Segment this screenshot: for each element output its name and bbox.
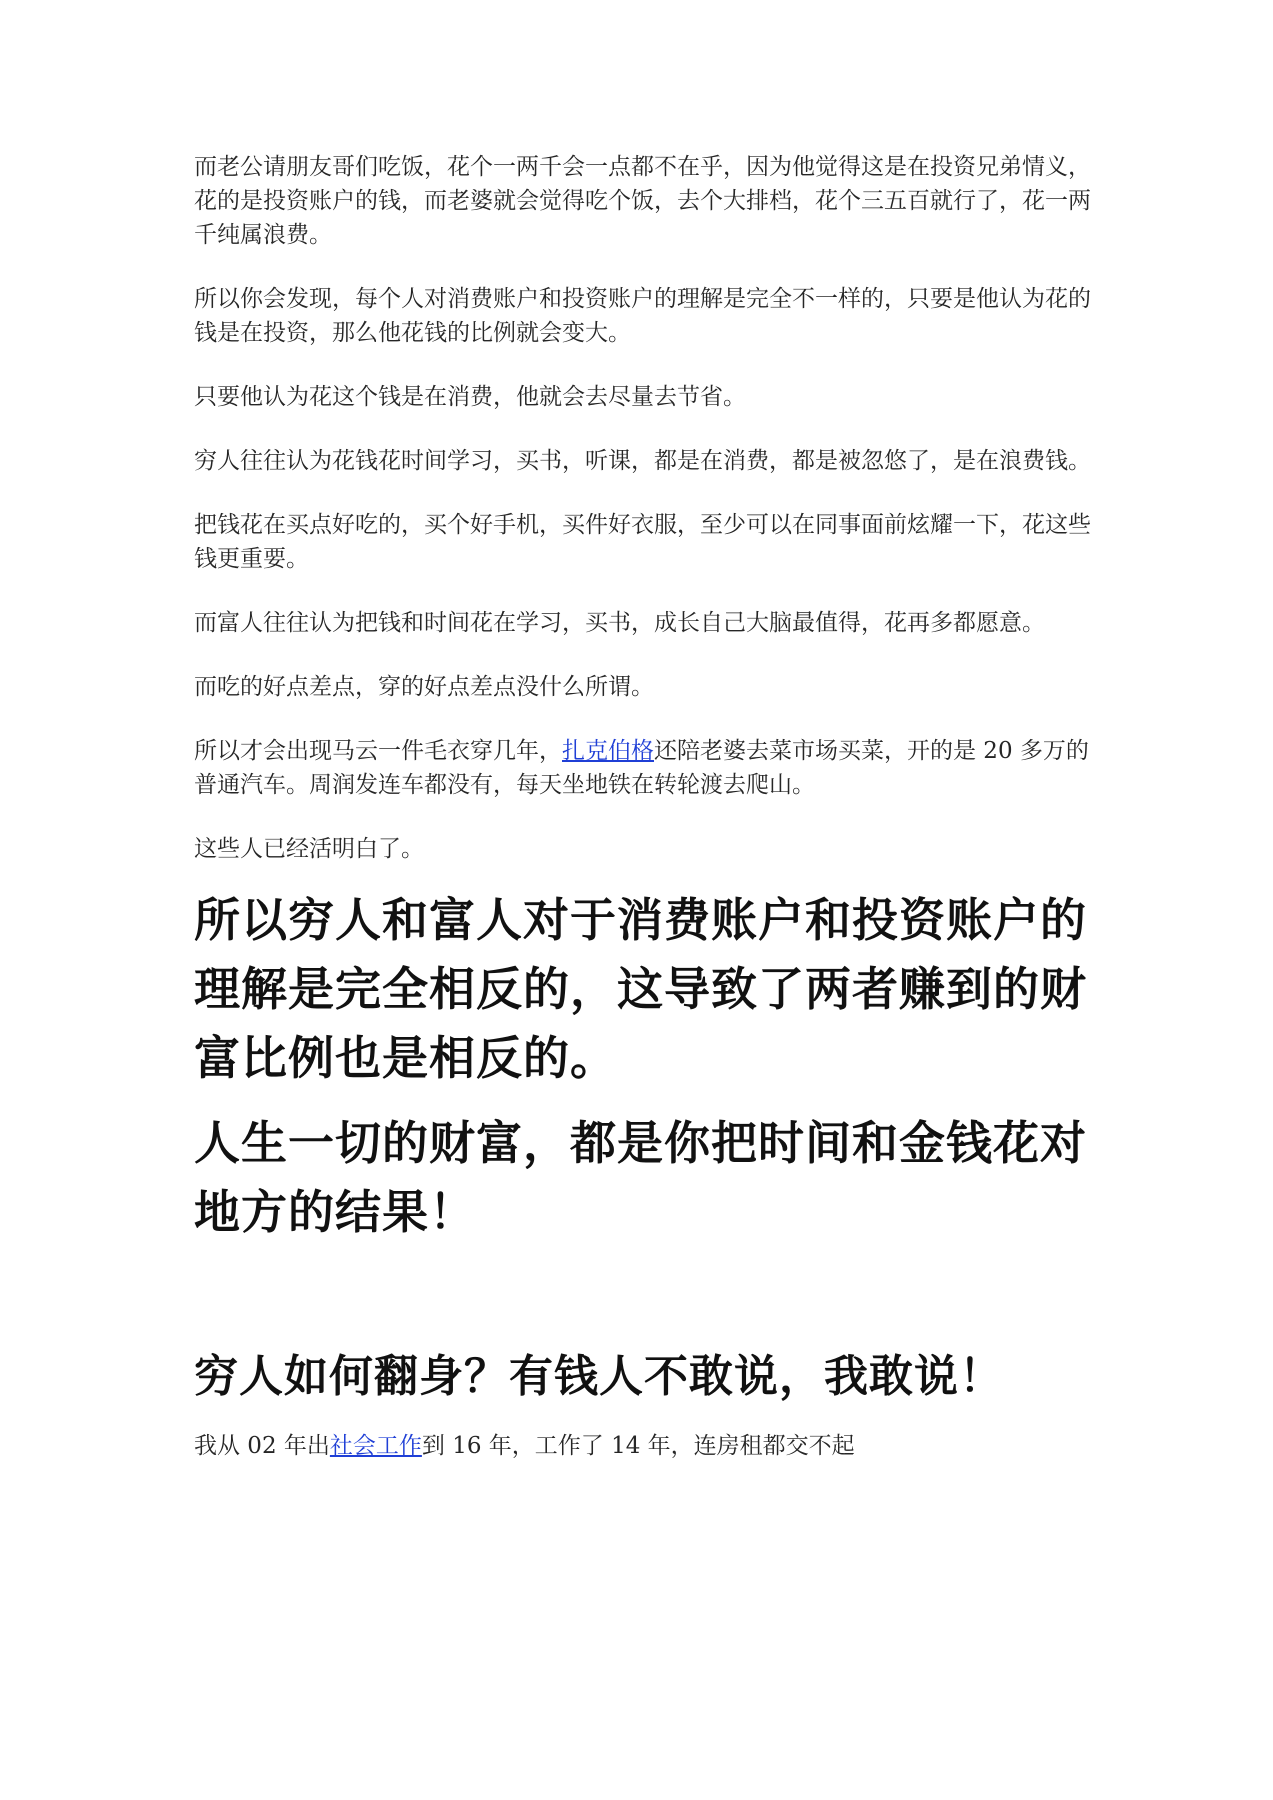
paragraph-intro-text-1: 我从 02 年出 [194, 1433, 330, 1459]
paragraph-poor-spending: 把钱花在买点好吃的，买个好手机，买件好衣服，至少可以在同事面前炫耀一下，花这些钱更重要。 [194, 512, 1091, 572]
emphasis-opposite-understanding: 所以穷人和富人对于消费账户和投资账户的理解是完全相反的，这导致了两者赚到的财富比例也是相反的。 [194, 893, 1087, 1085]
paragraph-account-understanding: 所以你会发现，每个人对消费账户和投资账户的理解是完全不一样的，只要是他认为花的钱是在投资，那么他花钱的比例就会变大。 [194, 286, 1091, 346]
paragraph-poor-learning-view: 穷人往往认为花钱花时间学习，买书，听课，都是在消费，都是被忽悠了，是在浪费钱。 [194, 448, 1091, 474]
paragraph-understood: 这些人已经活明白了。 [194, 836, 424, 862]
paragraph-examples-text-2: 还陪老婆去菜市场买菜，开的是 20 多万的普通汽车。周润发连车都没有，每天坐地铁在转轮渡去爬山。 [194, 738, 1089, 798]
emphasis-wealth-result: 人生一切的财富，都是你把时间和金钱花对地方的结果！ [194, 1116, 1087, 1239]
paragraph-examples [194, 734, 1094, 802]
paragraph-consumption-saving: 只要他认为花这个钱是在消费，他就会去尽量去节省。 [194, 384, 746, 410]
paragraph-intro [194, 1429, 1094, 1463]
document-page [194, 150, 1094, 1463]
paragraph-examples-text-1: 所以才会出现马云一件毛衣穿几年， [194, 738, 562, 764]
paragraph-intro-text-2: 到 16 年，工作了 14 年，连房租都交不起 [421, 1433, 855, 1459]
paragraph-rich-learning-view: 而富人往往认为把钱和时间花在学习，买书，成长自己大脑最值得，花再多都愿意。 [194, 610, 1045, 636]
link-zuckerberg[interactable]: 扎克伯格 [562, 738, 654, 764]
link-social-work[interactable]: 社会工作 [329, 1433, 422, 1459]
section-heading: 穷人如何翻身？有钱人不敢说，我敢说！ [194, 1351, 1004, 1402]
paragraph-food-clothes: 而吃的好点差点，穿的好点差点没什么所谓。 [194, 674, 654, 700]
paragraph-husband-spending: 而老公请朋友哥们吃饭，花个一两千会一点都不在乎，因为他觉得这是在投资兄弟情义，花的是投资账户的钱，而老婆就会觉得吃个饭，去个大排档，花个三五百就行了，花一两千纯属浪费。 [194, 154, 1091, 248]
